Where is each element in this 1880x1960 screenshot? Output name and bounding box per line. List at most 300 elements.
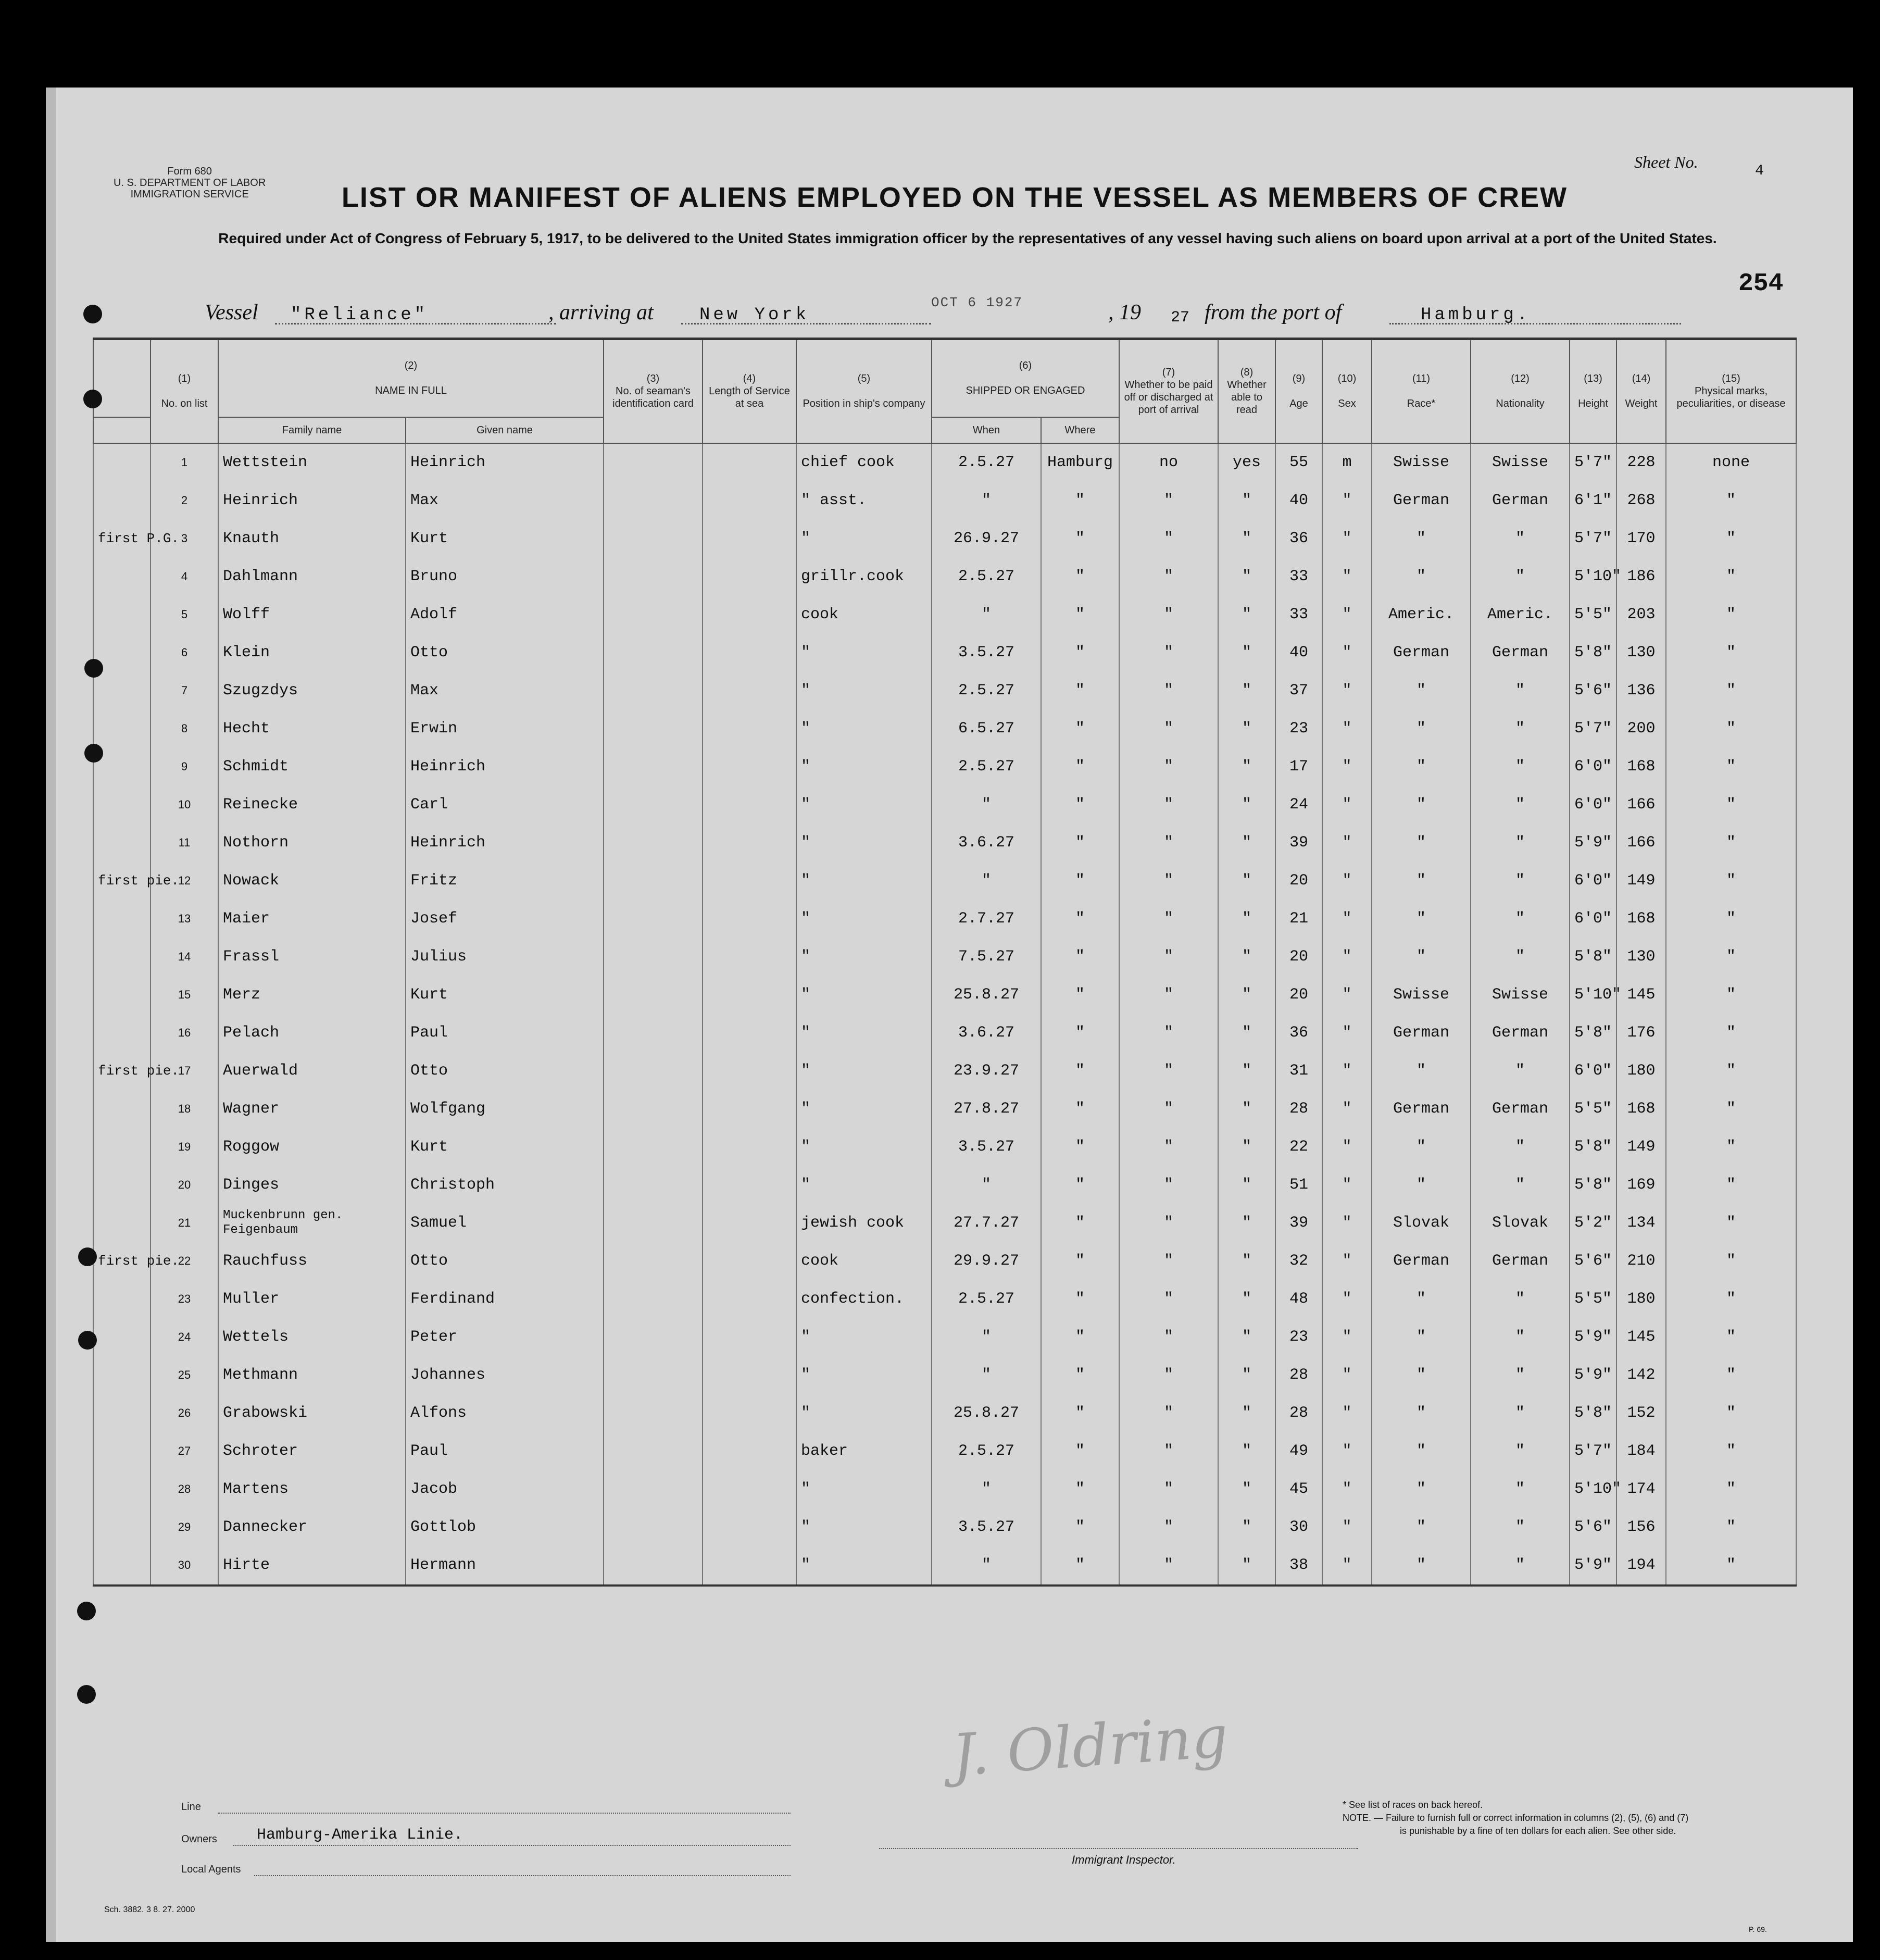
age-cell: 39 <box>1275 824 1322 862</box>
able-read-cell: " <box>1218 786 1275 824</box>
list-number-cell: 27 <box>151 1432 218 1470</box>
date-stamp: OCT 6 1927 <box>931 295 1023 310</box>
id-card-cell <box>604 596 703 634</box>
race-cell: " <box>1372 710 1471 748</box>
given-name-cell: Heinrich <box>406 824 604 862</box>
family-name-cell: Wettstein <box>218 443 406 482</box>
margin-note <box>93 558 151 596</box>
list-number-cell: 1 <box>151 443 218 482</box>
table-row <box>93 1470 1796 1508</box>
height-cell: 5'9" <box>1570 1318 1616 1356</box>
paid-off-cell: " <box>1119 1052 1218 1090</box>
table-row <box>93 596 1796 634</box>
physical-marks-cell: " <box>1666 1242 1796 1280</box>
physical-marks-cell: " <box>1666 976 1796 1014</box>
physical-marks-cell: " <box>1666 1432 1796 1470</box>
age-cell: 20 <box>1275 976 1322 1014</box>
header-weight: (14) Weight <box>1616 339 1666 443</box>
family-name-cell: Dinges <box>218 1166 406 1204</box>
weight-cell: 228 <box>1616 443 1666 482</box>
shipped-where-cell: " <box>1041 1318 1119 1356</box>
margin-note <box>93 786 151 824</box>
table-row <box>93 938 1796 976</box>
position-cell: " <box>796 976 932 1014</box>
race-cell: " <box>1372 1052 1471 1090</box>
sex-cell: " <box>1322 1318 1372 1356</box>
position-cell: " <box>796 1014 932 1052</box>
punch-hole <box>84 744 103 763</box>
id-card-cell <box>604 786 703 824</box>
header-given-name: Given name <box>406 417 604 443</box>
paid-off-cell: no <box>1119 443 1218 482</box>
position-cell: " <box>796 938 932 976</box>
sex-cell: " <box>1322 1090 1372 1128</box>
physical-marks-cell: none <box>1666 443 1796 482</box>
table-row <box>93 1014 1796 1052</box>
age-cell: 55 <box>1275 443 1322 482</box>
table-row <box>93 976 1796 1014</box>
able-read-cell: " <box>1218 1318 1275 1356</box>
weight-cell: 130 <box>1616 634 1666 672</box>
family-name-cell: Rauchfuss <box>218 1242 406 1280</box>
weight-cell: 169 <box>1616 1166 1666 1204</box>
table-row <box>93 672 1796 710</box>
sex-cell: " <box>1322 634 1372 672</box>
margin-note <box>93 443 151 482</box>
paid-off-cell: " <box>1119 900 1218 938</box>
race-cell: " <box>1372 1432 1471 1470</box>
length-service-cell <box>703 1356 796 1394</box>
family-name-cell: Wolff <box>218 596 406 634</box>
physical-marks-cell: " <box>1666 862 1796 900</box>
list-number-cell: 8 <box>151 710 218 748</box>
position-cell: " <box>796 1546 932 1586</box>
shipped-when-cell: " <box>932 1318 1041 1356</box>
position-cell: " <box>796 1394 932 1432</box>
list-number-cell: 9 <box>151 748 218 786</box>
shipped-where-cell: " <box>1041 558 1119 596</box>
height-cell: 5'2" <box>1570 1204 1616 1242</box>
nationality-cell: German <box>1471 634 1570 672</box>
age-cell: 23 <box>1275 710 1322 748</box>
race-cell: " <box>1372 1470 1471 1508</box>
sex-cell: " <box>1322 1280 1372 1318</box>
shipped-when-cell: 2.5.27 <box>932 1280 1041 1318</box>
line-field <box>218 1813 791 1814</box>
age-cell: 48 <box>1275 1280 1322 1318</box>
table-row <box>93 634 1796 672</box>
weight-cell: 145 <box>1616 976 1666 1014</box>
age-cell: 36 <box>1275 1014 1322 1052</box>
paid-off-cell: " <box>1119 748 1218 786</box>
able-read-cell: yes <box>1218 443 1275 482</box>
weight-cell: 149 <box>1616 1128 1666 1166</box>
able-read-cell: " <box>1218 1204 1275 1242</box>
sex-cell: " <box>1322 1242 1372 1280</box>
race-cell: " <box>1372 748 1471 786</box>
paid-off-cell: " <box>1119 672 1218 710</box>
position-cell: grillr.cook <box>796 558 932 596</box>
physical-marks-cell: " <box>1666 672 1796 710</box>
given-name-cell: Otto <box>406 1052 604 1090</box>
shipped-when-cell: 27.7.27 <box>932 1204 1041 1242</box>
position-cell: " <box>796 1470 932 1508</box>
able-read-cell: " <box>1218 520 1275 558</box>
paid-off-cell: " <box>1119 634 1218 672</box>
shipped-where-cell: " <box>1041 1242 1119 1280</box>
arriving-label: , arriving at <box>548 301 654 324</box>
position-cell: baker <box>796 1432 932 1470</box>
shipped-when-cell: " <box>932 1356 1041 1394</box>
table-row <box>93 1432 1796 1470</box>
header-length-service: (4) Length of Service at sea <box>703 339 796 443</box>
age-cell: 49 <box>1275 1432 1322 1470</box>
weight-cell: 170 <box>1616 520 1666 558</box>
family-name-cell: Wagner <box>218 1090 406 1128</box>
position-cell: chief cook <box>796 443 932 482</box>
nationality-cell: German <box>1471 1242 1570 1280</box>
sex-cell: " <box>1322 1204 1372 1242</box>
paid-off-cell: " <box>1119 1318 1218 1356</box>
position-cell: " <box>796 672 932 710</box>
id-card-cell <box>604 558 703 596</box>
height-cell: 6'0" <box>1570 748 1616 786</box>
length-service-cell <box>703 520 796 558</box>
margin-note <box>93 1280 151 1318</box>
race-cell: " <box>1372 558 1471 596</box>
id-card-cell <box>604 748 703 786</box>
margin-note <box>93 1546 151 1586</box>
paid-off-cell: " <box>1119 482 1218 520</box>
shipped-when-cell: " <box>932 1470 1041 1508</box>
year-value: 27 <box>1171 309 1190 327</box>
sex-cell: " <box>1322 1014 1372 1052</box>
shipped-when-cell: " <box>932 1166 1041 1204</box>
id-card-cell <box>604 1090 703 1128</box>
physical-marks-cell: " <box>1666 938 1796 976</box>
length-service-cell <box>703 634 796 672</box>
page-title: LIST OR MANIFEST OF ALIENS EMPLOYED ON THE VESSEL AS MEMBERS OF CREW <box>341 182 1568 213</box>
age-cell: 17 <box>1275 748 1322 786</box>
able-read-cell: " <box>1218 862 1275 900</box>
height-cell: 5'8" <box>1570 1014 1616 1052</box>
list-number-cell: 30 <box>151 1546 218 1586</box>
margin-note: first pie. <box>93 862 151 900</box>
list-number-cell: 19 <box>151 1128 218 1166</box>
id-card-cell <box>604 862 703 900</box>
position-cell: cook <box>796 596 932 634</box>
height-cell: 6'0" <box>1570 786 1616 824</box>
given-name-cell: Heinrich <box>406 443 604 482</box>
form-department: U. S. DEPARTMENT OF LABOR <box>114 177 266 189</box>
list-number-cell: 16 <box>151 1014 218 1052</box>
table-row <box>93 1052 1796 1090</box>
margin-note <box>93 1470 151 1508</box>
race-cell: Slovak <box>1372 1204 1471 1242</box>
table-row <box>93 862 1796 900</box>
nationality-cell: " <box>1471 1052 1570 1090</box>
table-row <box>93 748 1796 786</box>
paid-off-cell: " <box>1119 1394 1218 1432</box>
physical-marks-cell: " <box>1666 634 1796 672</box>
sex-cell: " <box>1322 938 1372 976</box>
height-cell: 6'0" <box>1570 900 1616 938</box>
height-cell: 5'8" <box>1570 938 1616 976</box>
weight-cell: 152 <box>1616 1394 1666 1432</box>
paid-off-cell: " <box>1119 520 1218 558</box>
table-row <box>93 443 1796 482</box>
nationality-cell: German <box>1471 482 1570 520</box>
list-number-cell: 14 <box>151 938 218 976</box>
family-name-cell: Grabowski <box>218 1394 406 1432</box>
year-label: , 19 <box>1108 301 1141 324</box>
family-name-cell: Nothorn <box>218 824 406 862</box>
page-number: 254 <box>1738 270 1784 298</box>
margin-note: first P.G. <box>93 520 151 558</box>
family-name-cell: Methmann <box>218 1356 406 1394</box>
physical-marks-cell: " <box>1666 1470 1796 1508</box>
nationality-cell: " <box>1471 672 1570 710</box>
id-card-cell <box>604 1052 703 1090</box>
age-cell: 40 <box>1275 482 1322 520</box>
shipped-where-cell: " <box>1041 710 1119 748</box>
given-name-cell: Kurt <box>406 976 604 1014</box>
failure-note-2: is punishable by a fine of ten dollars for each alien. See other side. <box>1400 1826 1676 1836</box>
shipped-when-cell: 2.5.27 <box>932 558 1041 596</box>
id-card-cell <box>604 824 703 862</box>
age-cell: 21 <box>1275 900 1322 938</box>
inspector-signature: J. Oldring <box>950 1703 1231 1789</box>
length-service-cell <box>703 748 796 786</box>
page-subtitle: Required under Act of Congress of February 5, 1917, to be delivered to the United States immigration officer by the representatives of any vessel having such aliens on board upon arrival at a port of the United States. <box>218 230 1717 246</box>
list-number-cell: 15 <box>151 976 218 1014</box>
family-name-cell: Roggow <box>218 1128 406 1166</box>
nationality-cell: German <box>1471 1090 1570 1128</box>
able-read-cell: " <box>1218 938 1275 976</box>
id-card-cell <box>604 1394 703 1432</box>
able-read-cell: " <box>1218 482 1275 520</box>
age-cell: 30 <box>1275 1508 1322 1546</box>
owners-label: Owners <box>181 1833 217 1845</box>
age-cell: 28 <box>1275 1090 1322 1128</box>
shipped-where-cell: " <box>1041 1090 1119 1128</box>
family-name-cell: Heinrich <box>218 482 406 520</box>
length-service-cell <box>703 482 796 520</box>
list-number-cell: 6 <box>151 634 218 672</box>
shipped-where-cell: " <box>1041 1356 1119 1394</box>
nationality-cell: " <box>1471 710 1570 748</box>
shipped-where-cell: " <box>1041 634 1119 672</box>
physical-marks-cell: " <box>1666 1128 1796 1166</box>
able-read-cell: " <box>1218 1128 1275 1166</box>
family-name-cell: Wettels <box>218 1318 406 1356</box>
position-cell: " <box>796 634 932 672</box>
age-cell: 51 <box>1275 1166 1322 1204</box>
shipped-when-cell: 2.5.27 <box>932 672 1041 710</box>
family-name-cell: Hirte <box>218 1546 406 1586</box>
table-row <box>93 558 1796 596</box>
race-cell: " <box>1372 1356 1471 1394</box>
weight-cell: 156 <box>1616 1508 1666 1546</box>
weight-cell: 166 <box>1616 824 1666 862</box>
physical-marks-cell: " <box>1666 558 1796 596</box>
failure-note: NOTE. — Failure to furnish full or correct information in columns (2), (5), (6) and (7) <box>1343 1813 1689 1823</box>
owners-value: Hamburg-Amerika Linie. <box>257 1826 463 1844</box>
length-service-cell <box>703 786 796 824</box>
punch-hole <box>83 390 102 408</box>
weight-cell: 134 <box>1616 1204 1666 1242</box>
margin-note <box>93 1394 151 1432</box>
shipped-where-cell: " <box>1041 1014 1119 1052</box>
position-cell: " <box>796 1052 932 1090</box>
nationality-cell: Swisse <box>1471 443 1570 482</box>
given-name-cell: Adolf <box>406 596 604 634</box>
able-read-cell: " <box>1218 558 1275 596</box>
height-cell: 5'7" <box>1570 710 1616 748</box>
height-cell: 5'7" <box>1570 520 1616 558</box>
sex-cell: " <box>1322 1394 1372 1432</box>
given-name-cell: Gottlob <box>406 1508 604 1546</box>
from-port: Hamburg. <box>1421 305 1531 325</box>
id-card-cell <box>604 1280 703 1318</box>
position-cell: " <box>796 1508 932 1546</box>
length-service-cell <box>703 1318 796 1356</box>
paid-off-cell: " <box>1119 938 1218 976</box>
length-service-cell <box>703 1280 796 1318</box>
weight-cell: 268 <box>1616 482 1666 520</box>
id-card-cell <box>604 1242 703 1280</box>
given-name-cell: Carl <box>406 786 604 824</box>
able-read-cell: " <box>1218 976 1275 1014</box>
height-cell: 5'8" <box>1570 1166 1616 1204</box>
able-read-cell: " <box>1218 1242 1275 1280</box>
age-cell: 31 <box>1275 1052 1322 1090</box>
length-service-cell <box>703 900 796 938</box>
shipped-when-cell: " <box>932 862 1041 900</box>
physical-marks-cell: " <box>1666 824 1796 862</box>
weight-cell: 149 <box>1616 862 1666 900</box>
shipped-where-cell: " <box>1041 976 1119 1014</box>
physical-marks-cell: " <box>1666 900 1796 938</box>
sex-cell: " <box>1322 1508 1372 1546</box>
weight-cell: 186 <box>1616 558 1666 596</box>
manifest-sheet <box>46 88 1853 1942</box>
race-cell: " <box>1372 1128 1471 1166</box>
id-card-cell <box>604 443 703 482</box>
list-number-cell: 11 <box>151 824 218 862</box>
margin-subheader <box>93 417 151 443</box>
physical-marks-cell: " <box>1666 596 1796 634</box>
weight-cell: 180 <box>1616 1280 1666 1318</box>
shipped-when-cell: 2.7.27 <box>932 900 1041 938</box>
table-row <box>93 482 1796 520</box>
age-cell: 23 <box>1275 1318 1322 1356</box>
height-cell: 5'6" <box>1570 672 1616 710</box>
shipped-where-cell: " <box>1041 1470 1119 1508</box>
sex-cell: " <box>1322 1546 1372 1586</box>
shipped-where-cell: " <box>1041 1394 1119 1432</box>
able-read-cell: " <box>1218 824 1275 862</box>
shipped-where-cell: " <box>1041 862 1119 900</box>
position-cell: " <box>796 1318 932 1356</box>
punch-hole <box>77 1602 96 1620</box>
sex-cell: " <box>1322 1432 1372 1470</box>
weight-cell: 184 <box>1616 1432 1666 1470</box>
family-name-cell: Maier <box>218 900 406 938</box>
margin-note <box>93 976 151 1014</box>
shipped-where-cell: " <box>1041 596 1119 634</box>
shipped-when-cell: " <box>932 1546 1041 1586</box>
height-cell: 6'0" <box>1570 1052 1616 1090</box>
length-service-cell <box>703 824 796 862</box>
weight-cell: 194 <box>1616 1546 1666 1586</box>
list-number-cell: 21 <box>151 1204 218 1242</box>
sex-cell: " <box>1322 1356 1372 1394</box>
margin-note <box>93 1204 151 1242</box>
weight-cell: 203 <box>1616 596 1666 634</box>
age-cell: 38 <box>1275 1546 1322 1586</box>
race-cell: " <box>1372 824 1471 862</box>
length-service-cell <box>703 1204 796 1242</box>
sex-cell: " <box>1322 596 1372 634</box>
margin-note <box>93 1090 151 1128</box>
race-cell: German <box>1372 482 1471 520</box>
nationality-cell: " <box>1471 748 1570 786</box>
able-read-cell: " <box>1218 900 1275 938</box>
margin-note: first pie. <box>93 1242 151 1280</box>
inspector-label: Immigrant Inspector. <box>1072 1853 1176 1866</box>
vessel-name: "Reliance" <box>291 305 429 325</box>
age-cell: 24 <box>1275 786 1322 824</box>
form-service: IMMIGRATION SERVICE <box>130 189 249 200</box>
age-cell: 39 <box>1275 1204 1322 1242</box>
id-card-cell <box>604 976 703 1014</box>
age-cell: 20 <box>1275 862 1322 900</box>
shipped-when-cell: 3.5.27 <box>932 1508 1041 1546</box>
sex-cell: " <box>1322 1052 1372 1090</box>
nationality-cell: " <box>1471 786 1570 824</box>
margin-note: first pie. <box>93 1052 151 1090</box>
able-read-cell: " <box>1218 710 1275 748</box>
position-cell: " <box>796 748 932 786</box>
paid-off-cell: " <box>1119 1166 1218 1204</box>
shipped-where-cell: " <box>1041 1508 1119 1546</box>
id-card-cell <box>604 1470 703 1508</box>
race-cell: " <box>1372 1318 1471 1356</box>
paid-off-cell: " <box>1119 710 1218 748</box>
shipped-when-cell: 25.8.27 <box>932 1394 1041 1432</box>
table-row <box>93 1280 1796 1318</box>
family-name-cell: Klein <box>218 634 406 672</box>
shipped-when-cell: 3.5.27 <box>932 1128 1041 1166</box>
nationality-cell: Americ. <box>1471 596 1570 634</box>
age-cell: 36 <box>1275 520 1322 558</box>
able-read-cell: " <box>1218 748 1275 786</box>
length-service-cell <box>703 1014 796 1052</box>
shipped-when-cell: 2.5.27 <box>932 1432 1041 1470</box>
race-cell: " <box>1372 1394 1471 1432</box>
height-cell: 5'6" <box>1570 1508 1616 1546</box>
shipped-where-cell: " <box>1041 520 1119 558</box>
margin-note <box>93 1508 151 1546</box>
height-cell: 5'9" <box>1570 824 1616 862</box>
list-number-cell: 7 <box>151 672 218 710</box>
height-cell: 5'7" <box>1570 1432 1616 1470</box>
margin-note <box>93 672 151 710</box>
list-number-cell: 4 <box>151 558 218 596</box>
shipped-where-cell: Hamburg <box>1041 443 1119 482</box>
position-cell: " asst. <box>796 482 932 520</box>
